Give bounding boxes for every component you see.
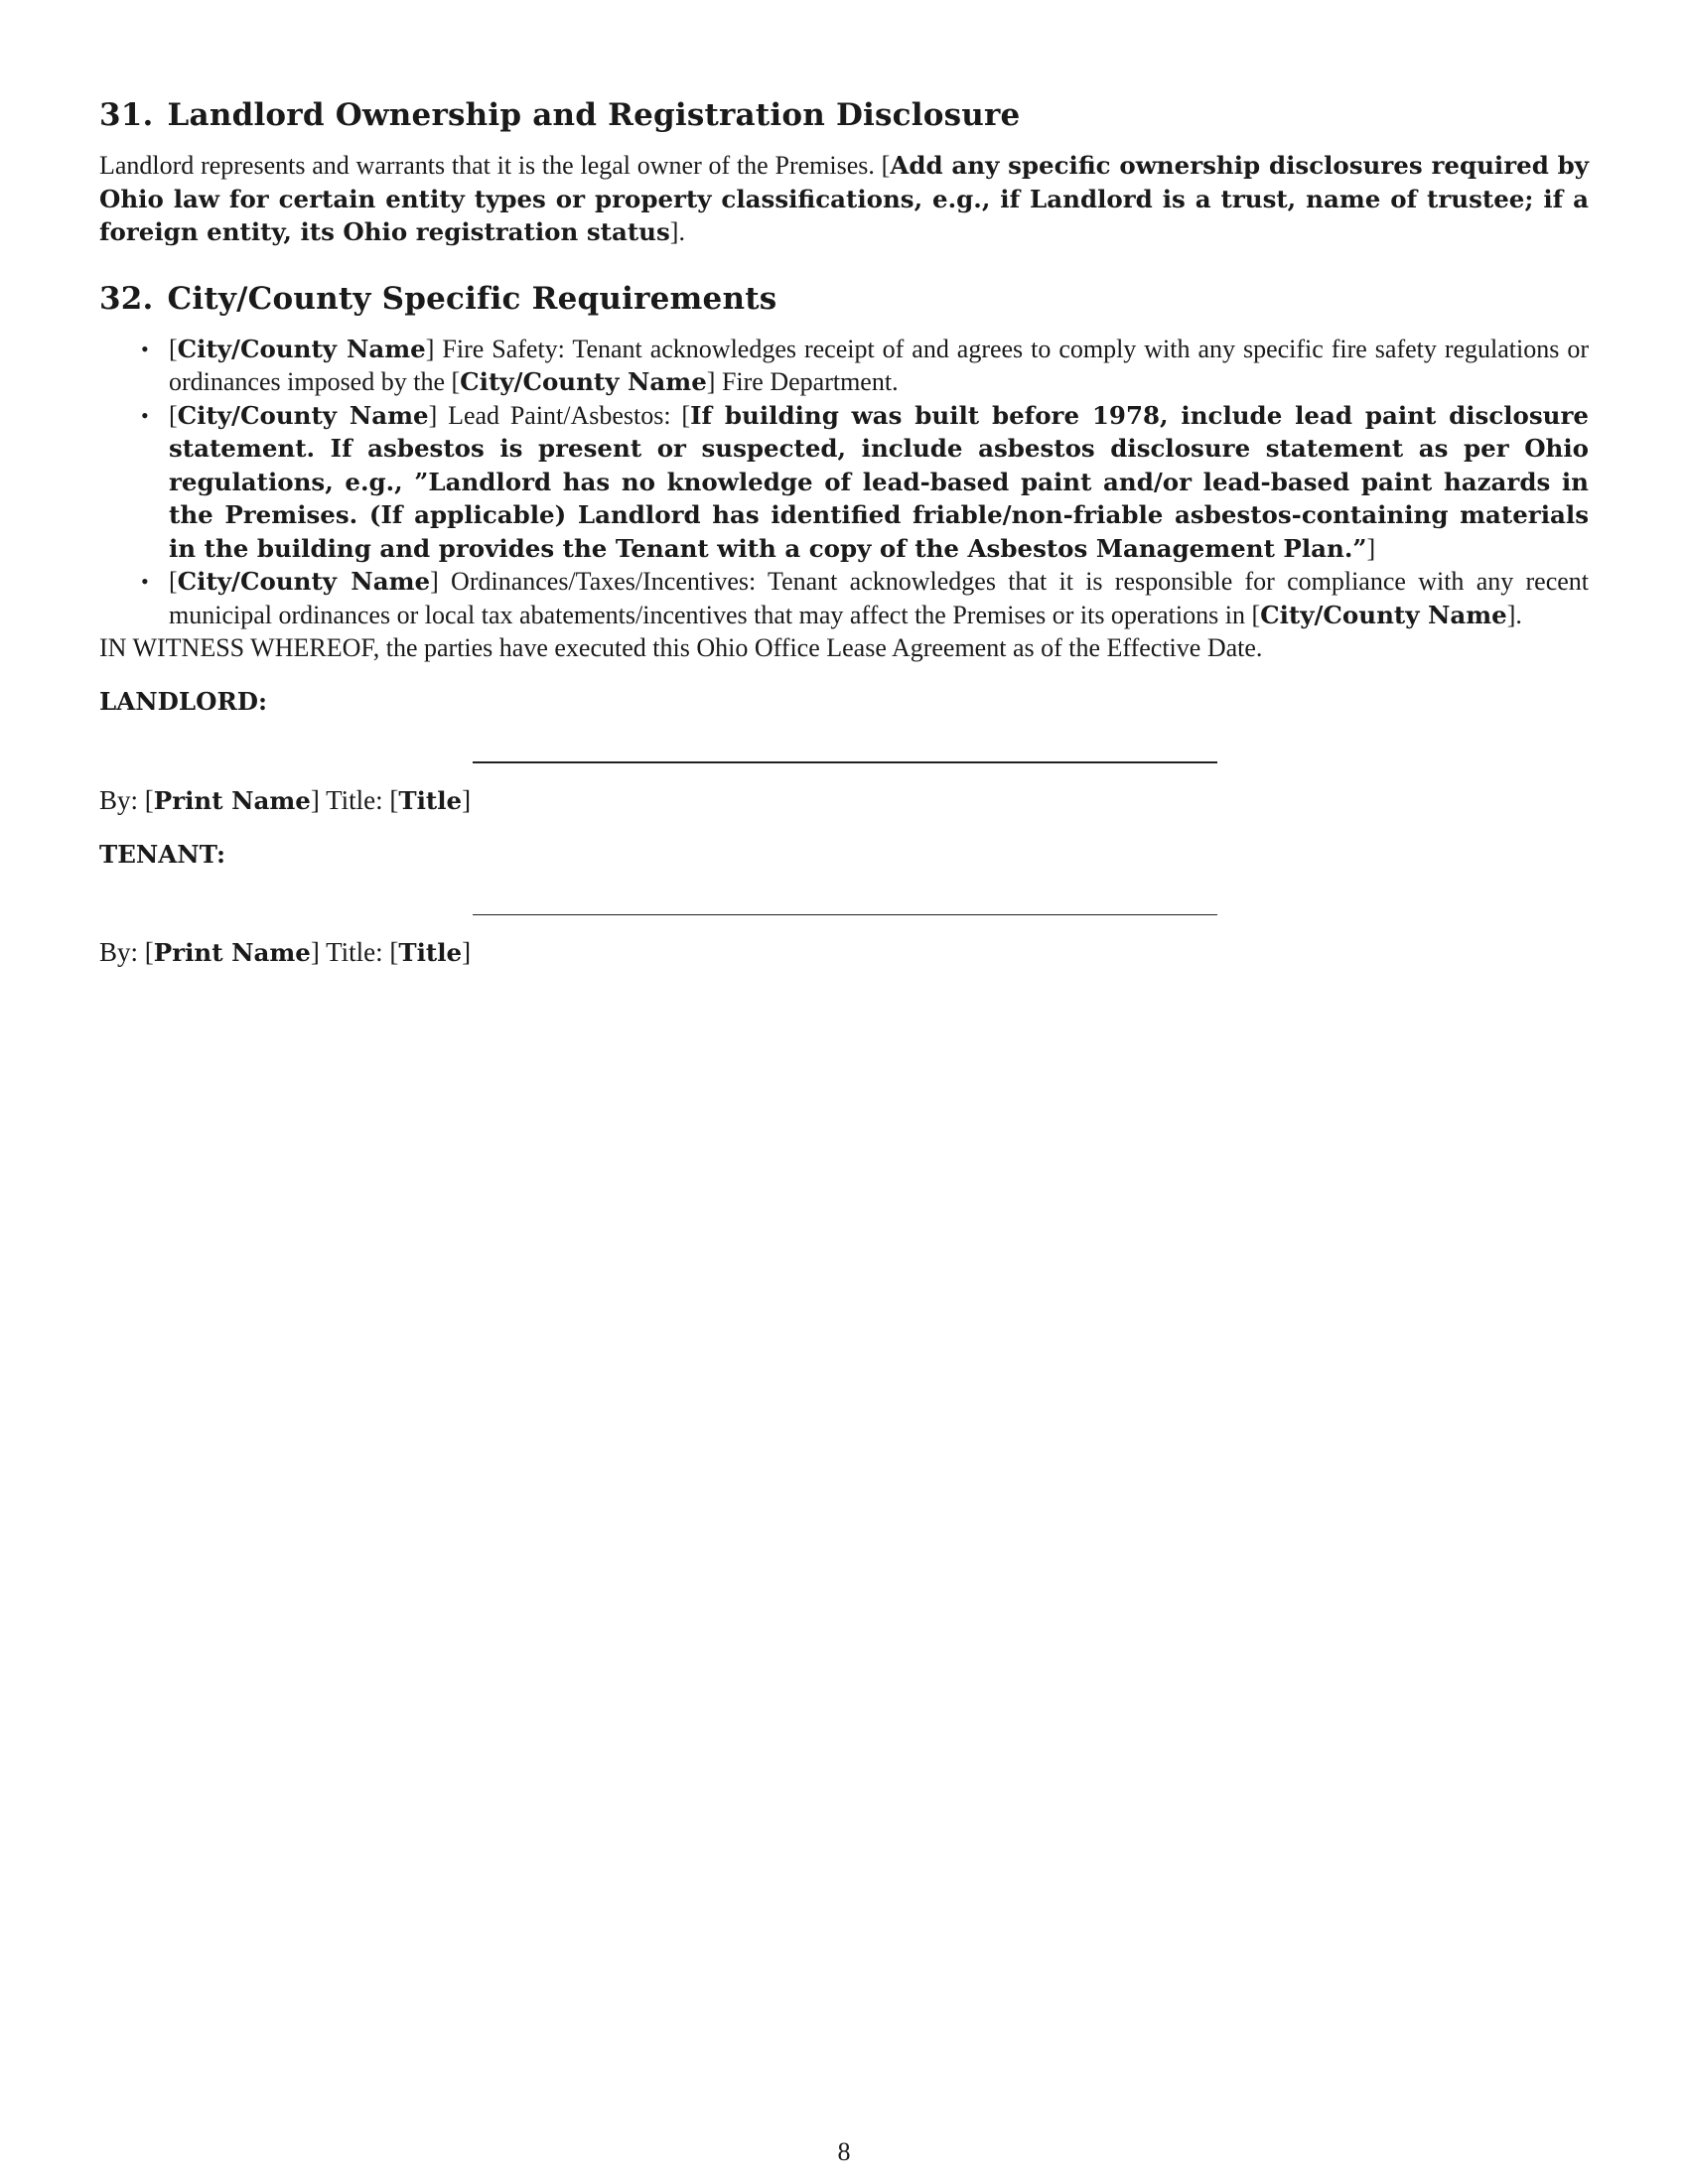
item-text-end: ]. <box>1506 600 1522 629</box>
list-item: • [City/County Name] Fire Safety: Tenant acknowledges receipt of and agrees to comply with any specific fire safety regulations or ordinances imposed by the [City/County Name] Fire Department. <box>141 334 1589 396</box>
item-text-end: ] <box>1366 533 1376 563</box>
title-placeholder: Title <box>398 785 463 815</box>
section-32-heading <box>99 279 1589 319</box>
landlord-signature-block <box>99 783 1589 818</box>
tenant-label: TENANT: <box>99 839 226 869</box>
landlord-label: LANDLORD: <box>99 686 268 716</box>
section-number: 32. <box>99 280 154 317</box>
item-text: Ordinances/Taxes/Incentives: Tenant acknowledges that it is responsible for compliance with any recent municipal ordinances or local tax abatements/incentives that may affect the Premises or its operations in [ <box>169 567 1590 629</box>
city-placeholder: City/County Name <box>460 367 707 396</box>
witness-statement: IN WITNESS WHEREOF, the parties have executed this Ohio Office Lease Agreement as of the Effective Date. <box>99 633 1263 662</box>
paragraph-text: Landlord represents and warrants that it is the legal owner of the Premises. [ <box>99 151 891 180</box>
bullet-icon: • <box>141 402 149 428</box>
title-placeholder: Title <box>398 937 463 967</box>
title-label: ] Title: [ <box>310 784 399 815</box>
lead-asbestos-placeholder: If building was built before 1978, include lead paint disclosure statement. If asbestos is present or suspected, include asbestos disclosure statement as per Ohio regulations, e.g., ”Landlord has no knowledge of lead-based paint and/or lead-based paint hazards in the Premises. (If applicable) Landlord has identified friable/non-friable asbestos-containing materials in the building and provides the Tenant with a copy of the Asbestos Management Plan.” <box>169 400 1589 563</box>
list-item: • [City/County Name] Lead Paint/Asbestos: [If building was built before 1978, include lead paint disclosure statement. If asbestos is present or suspected, include asbestos disclosure statement as per Ohio regulations, e.g., ”Landlord has no knowledge of lead-based paint and/or lead-based paint hazards in the Premises. (If applicable) Landlord has identified friable/non-friable asbestos-containing materials in the building and provides the Tenant with a copy of the Asbestos Management Plan.”] <box>141 400 1589 563</box>
city-placeholder: City/County Name <box>177 567 431 596</box>
section-title: City/County Specific Requirements <box>167 280 777 317</box>
requirements-list <box>99 333 1589 632</box>
bullet-icon: • <box>141 569 149 594</box>
item-text: Fire Safety: Tenant acknowledges receipt of and agrees to comply with any specific fire safety regulations or ordinances imposed by the [ <box>169 334 1589 396</box>
list-item: • [City/County Name] Ordinances/Taxes/Incentives: Tenant acknowledges that it is responsible for compliance with any recent municipal ordinances or local tax abatements/incentives that may affect the Premises or its operations in [City/County Name]. <box>141 567 1590 629</box>
item-text: Lead Paint/Asbestos: [ <box>437 400 691 430</box>
tenant-signature-line[interactable] <box>473 914 1217 915</box>
section-title: Landlord Ownership and Registration Disclosure <box>167 97 1021 133</box>
bullet-icon: • <box>141 336 149 361</box>
tenant-signature-block <box>99 935 1589 970</box>
by-label: By: [ <box>99 936 154 967</box>
page-number: 8 <box>837 2137 851 2166</box>
landlord-signature-line[interactable] <box>473 761 1217 763</box>
item-text-end: ] Fire Department. <box>706 367 899 396</box>
section-number: 31. <box>99 97 154 133</box>
ownership-placeholder: Add any specific ownership disclosures required by Ohio law for certain entity types or property classifications, e.g., if Landlord is a trust, name of trustee; if a foreign entity, its Ohio registration status <box>99 151 1589 246</box>
by-label: By: [ <box>99 784 154 815</box>
section-31-heading <box>99 95 1589 135</box>
title-label: ] Title: [ <box>310 936 399 967</box>
bracket-end: ] <box>462 784 472 815</box>
document-page <box>99 95 1589 970</box>
city-placeholder: City/County Name <box>177 400 429 430</box>
city-placeholder: City/County Name <box>1260 600 1507 629</box>
section-31-paragraph <box>99 149 1589 249</box>
print-name-placeholder: Print Name <box>153 937 311 967</box>
city-placeholder: City/County Name <box>177 334 426 363</box>
paragraph-text-end: ]. <box>669 217 685 246</box>
bracket-end: ] <box>462 936 472 967</box>
print-name-placeholder: Print Name <box>153 785 311 815</box>
